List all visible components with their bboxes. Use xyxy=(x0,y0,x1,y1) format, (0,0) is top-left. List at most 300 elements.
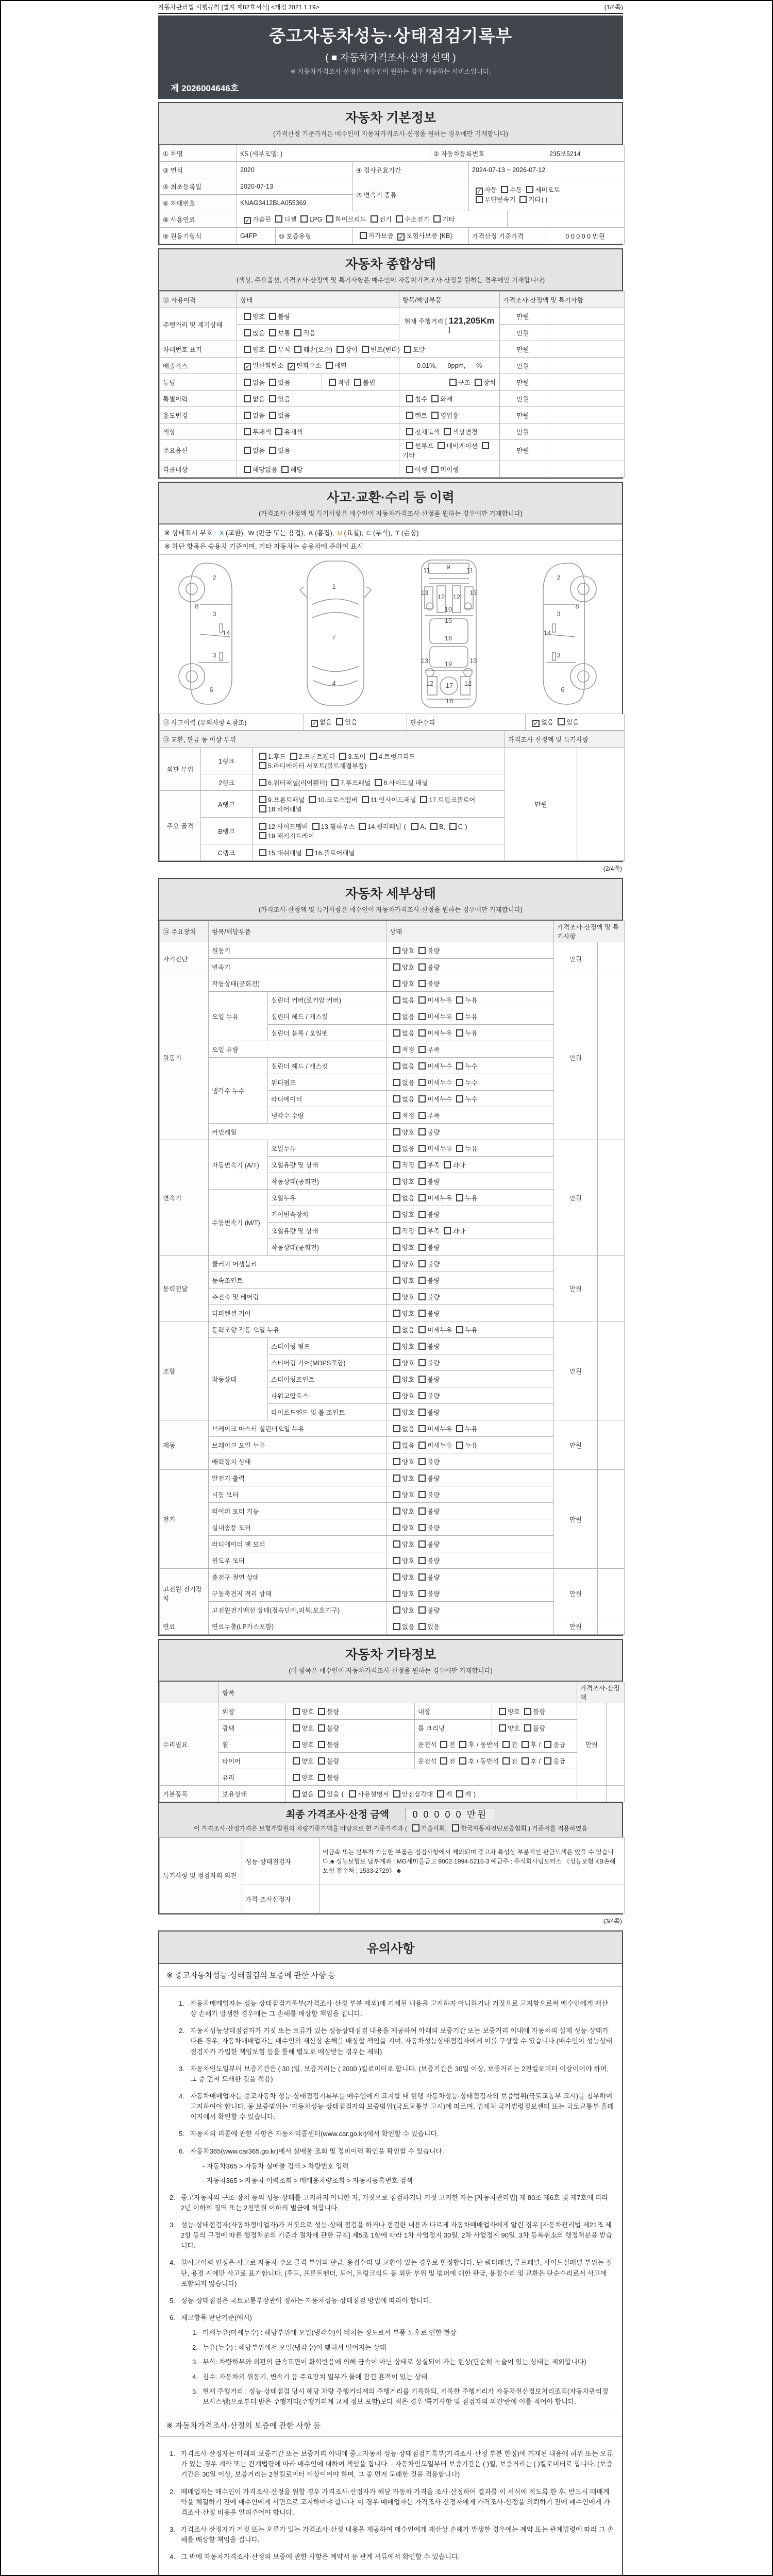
status-symbol: A xyxy=(308,529,313,537)
checkbox-label: 미세누유 xyxy=(427,996,452,1004)
notice-item-text: 자동차인도일부터 보증기간은 ( 30 )일, 보증거리는 ( 2000 )킬로미터로 합니다. (보증기간은 30일 이상, 보증거리는 2천킬로미터 이상이어야 하며, 그 중 먼저 도래한 것을 적용) xyxy=(190,2064,609,2083)
checkbox-label: 도말 xyxy=(412,346,425,353)
notice-item-number: 3. xyxy=(170,2221,175,2229)
table-cell: 비금속 또는 탈부착 가능한 부품은 점검사항에서 제외되며 중고차 특성상 부분적인 판금도색은 있을 수 있습니다.♣ 성능보험료 납부계좌 : MG새마을금고 9002-1994-5215-3 예금주 : 주식회사팀모터스 《성능보험 KB손해보험 접수처 : 1533-2729》 ♣ xyxy=(320,1838,625,1885)
checkbox-label: 유채색 xyxy=(284,428,303,436)
table-cell xyxy=(386,1437,554,1453)
table-cell: 가격조사·산정액 및 특기사항 xyxy=(500,292,625,308)
checkbox-label: 5.라디에이터 서포트(볼트체결부품) xyxy=(268,762,367,770)
table-cell xyxy=(253,748,505,774)
checkbox-label: 자가보증 xyxy=(368,232,394,240)
table-cell: 기어변속장치 xyxy=(268,1206,386,1223)
notice-item-number: 6. xyxy=(179,2147,184,2155)
checkbox-icon xyxy=(318,1774,325,1781)
checkbox-label: 없음 xyxy=(402,1623,415,1631)
checkbox-label: 구조 xyxy=(458,379,470,386)
diagram-part-number: 12 xyxy=(426,680,434,687)
table-cell xyxy=(237,374,322,391)
page-number: (2/4쪽) xyxy=(603,865,622,872)
table-cell xyxy=(386,1074,554,1091)
section-notice xyxy=(158,1930,623,2576)
checkbox-icon xyxy=(438,442,445,449)
checkbox-icon xyxy=(259,762,266,769)
checkbox-icon xyxy=(309,796,316,803)
table-cell: 상태 xyxy=(237,292,399,308)
text: ( ) xyxy=(541,196,548,204)
checkbox-icon xyxy=(420,796,427,803)
checkbox-label: 양호 xyxy=(402,1310,415,1317)
table-cell: 수리필요 xyxy=(160,1703,219,1786)
table-cell xyxy=(546,461,625,478)
diagram-part-number: 11 xyxy=(423,566,430,574)
checkbox-label: 자동 xyxy=(484,187,497,194)
checkbox-label: 8.사이드실 패널 xyxy=(383,779,428,787)
table-cell xyxy=(386,1404,554,1420)
checkbox-icon xyxy=(396,215,403,223)
other-info-table xyxy=(159,1682,622,1802)
checkbox-icon xyxy=(318,1741,325,1748)
text: 121,205Km xyxy=(448,315,495,326)
checkbox-label: 있음 xyxy=(278,447,291,454)
table-cell xyxy=(253,844,505,861)
checkbox-icon xyxy=(526,186,533,193)
table-cell: 작동상태(공회전) xyxy=(268,1173,386,1190)
checkbox-icon xyxy=(544,1757,551,1765)
checkbox-icon xyxy=(294,329,301,336)
table-cell: 특별이력 xyxy=(160,391,237,407)
panel-replacement-table xyxy=(159,731,622,861)
checkbox-icon xyxy=(393,1194,400,1201)
checkbox-icon xyxy=(244,447,251,454)
checkbox-label: 미이행 xyxy=(440,466,459,473)
checkbox-label: 없음 xyxy=(402,1013,415,1021)
checkbox-icon xyxy=(354,379,361,386)
checkbox-icon xyxy=(244,428,251,435)
checkbox-label: 양호 xyxy=(402,1359,415,1367)
checkbox-label: 잭 xyxy=(465,1790,472,1798)
checkbox-label: 없음 xyxy=(541,719,554,726)
table-cell: 실린더 블록 / 오일팬 xyxy=(268,1025,386,1041)
checkbox-icon xyxy=(418,1376,426,1383)
table-cell: 추진축 및 베어링 xyxy=(209,1289,386,1305)
checkbox-icon xyxy=(329,379,336,386)
checkbox-icon xyxy=(339,753,346,760)
checkbox-label: 없음 xyxy=(253,379,265,386)
status-symbol-desc: (요철), xyxy=(342,529,363,537)
checkbox-label: 장치 xyxy=(483,379,496,386)
checkbox-icon xyxy=(318,1724,325,1732)
table-cell: 원동기 xyxy=(209,942,386,959)
checkbox-icon xyxy=(393,1491,400,1498)
table-cell: 커먼레일 xyxy=(209,1124,386,1140)
notice-sub-text: 현재 주행거리 : 성능·상태점검 당시 해당 차량 주행거리계의 주행거리를 기록하되, 기록한 주행거리가 자동차전산정보처리조직(자동차관리정보시스템)으로부터 받은 주행거리(주행거리계 교체 정보 포함)보다 적은 경우 '특기사항 및 점검자의 의견'란에 이를 적어야 합니다. xyxy=(203,2387,609,2405)
checkbox-icon xyxy=(393,1293,400,1300)
detail-condition-table xyxy=(159,921,622,1635)
checkbox-label: 기타 xyxy=(528,196,541,204)
table-cell: 만원 xyxy=(554,1470,598,1569)
checkbox-icon xyxy=(499,1724,506,1732)
table-cell: 색상 xyxy=(160,423,237,440)
checkbox-label: 불량 xyxy=(327,1708,340,1716)
checkbox-label: 양호 xyxy=(301,1741,314,1749)
table-cell: ② 자동차등록번호 xyxy=(430,145,546,162)
checkbox-icon xyxy=(269,329,276,336)
checkbox-icon xyxy=(444,1161,451,1168)
checkbox-icon xyxy=(318,1757,325,1765)
checkbox-icon xyxy=(406,412,413,419)
checkbox-label: 화재 xyxy=(440,395,453,403)
table-cell: 실린더 커버(로커암 커버) xyxy=(268,992,386,1008)
checkbox-label: 양호 xyxy=(402,1392,415,1400)
table-cell xyxy=(386,1272,554,1289)
checkbox-icon xyxy=(418,1310,426,1317)
checkbox-icon xyxy=(418,1343,426,1350)
checkbox-icon xyxy=(418,1062,426,1070)
checkbox-label: 영업용 xyxy=(440,412,459,419)
table-cell: 스티어링 펌프 xyxy=(268,1338,386,1354)
table-cell xyxy=(386,1058,554,1074)
table-cell: 오일 유량 xyxy=(209,1041,386,1058)
checkbox-icon xyxy=(259,832,266,839)
checkbox-label: 누유 xyxy=(465,1326,478,1334)
notice-item-number: 5. xyxy=(170,2296,175,2304)
notice-item-number: 1. xyxy=(179,1999,184,2007)
checkbox-icon xyxy=(393,1062,400,1070)
checkbox-icon xyxy=(437,1790,444,1798)
checkbox-icon xyxy=(522,1757,529,1765)
table-cell xyxy=(253,791,505,818)
table-cell xyxy=(386,1470,554,1486)
checkbox-icon xyxy=(418,1524,426,1531)
table-cell xyxy=(607,1786,625,1802)
checkbox-label: 미세누수 xyxy=(427,1095,452,1103)
checkbox-label: 불량 xyxy=(427,1343,440,1350)
checkbox-label: 양호 xyxy=(253,346,265,353)
table-cell: 연료누출(LP가스포함) xyxy=(209,1618,386,1635)
text: 현재 주행거리 [ xyxy=(404,317,449,325)
checkbox-label: 전체도색 xyxy=(415,428,440,436)
checkbox-label: 수동 xyxy=(510,187,523,194)
inspection-record-document xyxy=(158,3,623,2576)
overall-condition-table xyxy=(159,291,622,478)
checkbox-icon xyxy=(456,1062,463,1070)
diagram-part-number: 13 xyxy=(421,589,429,597)
checkbox-icon xyxy=(244,379,251,386)
checkbox-icon xyxy=(293,1741,300,1748)
table-cell: 오일 누유 xyxy=(209,992,268,1041)
section-note: (가격조사·산정액 및 특기사항은 매수인이 자동차가격조사·산정을 원하는 경우에만 기재합니다) xyxy=(259,906,523,913)
checkbox-icon xyxy=(393,1524,400,1531)
status-symbol-desc: (부식), xyxy=(371,529,393,537)
checkbox-icon xyxy=(418,1161,426,1168)
table-cell xyxy=(237,440,399,461)
checkbox-label: 과다 xyxy=(452,1227,465,1235)
checkbox-icon xyxy=(281,466,289,473)
checkbox-label: 7.루프패널 xyxy=(340,779,371,787)
table-cell: 오일유량 및 상태 xyxy=(268,1157,386,1173)
checkbox-icon xyxy=(393,1507,400,1515)
checkbox-icon xyxy=(306,849,313,856)
checkbox-icon xyxy=(418,1046,426,1053)
table-cell: ⑩ 보증유형 xyxy=(276,228,353,244)
notice-item-text: 자동차365(www.car365.go.kr)에서 실매물 조회 및 정비이력 확인을 확인할 수 있습니다. xyxy=(190,2147,444,2155)
diagram-part-number: 6 xyxy=(209,686,213,693)
table-cell xyxy=(598,1140,625,1256)
table-cell: 만원 xyxy=(500,374,546,391)
checkbox-label: 변조(변타) xyxy=(371,346,400,353)
checkbox-label: 누유 xyxy=(465,1145,478,1153)
notice-item-text: 중고자동차의 구조·장치 등의 성능·상태를 고지하지 아니한 자, 거짓으로 점검하거나 거짓 고지한 자는 [자동차관리법] 제 80조 제6호 및 제7호에 따라 2년 이하의 징역 또는 2천만원 이하의 벌금에 처합니다. xyxy=(181,2193,609,2212)
table-cell: 만원 xyxy=(554,1321,598,1420)
notice-sub-item xyxy=(192,2176,614,2186)
checkbox-label: 기술사회, xyxy=(421,1825,447,1832)
status-symbol-desc: (교환), xyxy=(224,529,245,537)
checkbox-icon xyxy=(502,1741,510,1748)
checkbox-label: 가솔린 xyxy=(253,216,272,223)
table-cell: 주행거리 및 계기상태 xyxy=(160,308,237,341)
checkbox-icon xyxy=(406,442,413,449)
table-cell xyxy=(386,1256,554,1272)
table-cell: 배출가스 xyxy=(160,358,237,374)
diagram-part-number: 17 xyxy=(445,682,453,689)
checkbox-label: 적정 xyxy=(402,1227,415,1235)
checkbox-label: 양호 xyxy=(402,1128,415,1136)
checkbox-label: 양호 xyxy=(402,1590,415,1598)
table-cell xyxy=(386,1618,554,1635)
checkbox-icon xyxy=(370,753,377,760)
notice-item-text: 그 밖에 자동차가격조사·산정의 보증에 관한 사항은 계약서 등 관계 서류에서 확인할 수 있습니다. xyxy=(181,2553,460,2561)
table-cell: 구동축전지 격리 상태 xyxy=(209,1585,386,1602)
table-cell xyxy=(237,407,399,423)
checkbox-label: 양호 xyxy=(301,1757,314,1765)
notice-item-text: 자동차매매업자는 중고자동차 성능·상태점검기록부를 매수인에게 고지할 때 현행 자동차성능·상태점검자의 보증범위(국토교통부 고시)를 첨부하여 고지하여야 합니다. 동 보증범위는 '자동차성능·상태점검자의 보증범위'(국토교통부 고시)에 따르며, 법제처 국가법령정보센터 또는 국토교통부 홈페이지에서 확인할 수 있습니다. xyxy=(190,2092,614,2121)
notice-title: 유의사항 xyxy=(159,1931,622,1964)
checkbox-icon xyxy=(418,1178,426,1185)
table-cell: 만원 xyxy=(500,341,546,358)
table-cell xyxy=(386,1157,554,1173)
diagram-part-number: 1 xyxy=(332,583,336,590)
table-cell: 충전구 절연 상태 xyxy=(209,1569,386,1585)
checkbox-label: 불량 xyxy=(427,1606,440,1614)
checkbox-icon xyxy=(290,753,297,760)
table-cell: ⑨ 원동기형식 xyxy=(160,228,237,244)
checkbox-label: 양호 xyxy=(402,1293,415,1301)
checkbox-icon xyxy=(418,1079,426,1086)
checkbox-icon xyxy=(418,1326,426,1333)
notice-group-heading: ※ 자동차가격조사·산정의 보증에 관한 사항 등 xyxy=(159,2414,622,2437)
form-reference: 자동차관리법 시행규칙 [별지 제82호서식] <개정 2021.1.19> xyxy=(158,4,320,11)
table-cell xyxy=(386,1190,554,1206)
table-cell: 용도변경 xyxy=(160,407,237,423)
checkbox-label: 15.대쉬패널 xyxy=(268,849,302,857)
checkbox-icon xyxy=(275,428,282,435)
diagram-part-number: 18 xyxy=(445,697,453,705)
notice-sub-number: 3. xyxy=(192,2358,198,2366)
table-cell: ⑥ 차대번호 xyxy=(160,195,237,211)
table-cell: 스티어링 기어(MDPS포함) xyxy=(268,1354,386,1371)
table-cell: 타이어 xyxy=(219,1753,286,1769)
table-cell: ① 차명 xyxy=(160,145,237,162)
checkbox-icon xyxy=(259,849,266,856)
checkbox-icon xyxy=(418,1260,426,1267)
checkbox-icon xyxy=(269,395,276,402)
checkbox-icon xyxy=(418,996,426,1004)
table-cell xyxy=(598,1321,625,1420)
notice-item xyxy=(179,2064,614,2084)
text: 운전석 xyxy=(418,1757,437,1765)
checkbox-icon xyxy=(449,379,457,386)
table-cell: 2020-07-13 xyxy=(237,178,353,195)
checkbox-label: 1.후드 xyxy=(268,753,286,760)
checkbox-icon xyxy=(393,1409,400,1416)
checkbox-label: 없음 xyxy=(402,1062,415,1070)
status-symbol-desc: (흠집), xyxy=(313,529,334,537)
checkbox-icon xyxy=(418,1573,426,1581)
document-note: ※ 자동차가격조사·산정은 매수인이 원하는 경우 제공하는 서비스입니다. xyxy=(290,68,491,75)
table-cell: 변속기 xyxy=(160,1140,209,1256)
checkbox-label: 양호 xyxy=(402,1606,415,1614)
checkbox-label: 불량 xyxy=(427,1178,440,1185)
diagram-part-number: 12 xyxy=(452,593,461,601)
section-header xyxy=(159,1640,622,1682)
table-cell: 스티어링조인트 xyxy=(268,1371,386,1387)
checkbox-label: 네비게이션 xyxy=(446,443,478,450)
table-cell xyxy=(286,1769,577,1786)
checkbox-icon xyxy=(433,215,441,223)
status-symbol-desc: (손상) xyxy=(399,529,419,537)
checkbox-icon xyxy=(360,232,367,239)
checkbox-icon xyxy=(293,1724,300,1732)
table-cell xyxy=(237,358,399,374)
checkbox-label: 양호 xyxy=(402,1507,415,1515)
notice-item xyxy=(170,2487,614,2518)
checkbox-label: 이행 xyxy=(415,466,428,473)
table-cell xyxy=(598,1618,625,1635)
table-cell: 전기 xyxy=(160,1470,209,1569)
table-cell xyxy=(386,1025,554,1041)
checkbox-label: 보통 xyxy=(278,329,291,337)
notice-sub-text: 침수: 자동차의 원동기, 변속기 등 주요장치 일부가 물에 잠긴 흔적이 있는 상태 xyxy=(203,2372,428,2381)
notice-item-text: 성능·상태점검은 국토교통부장관이 정하는 자동차성능·상태점검 방법에 따라야 합니다. xyxy=(181,2296,432,2304)
table-cell xyxy=(607,1703,625,1786)
table-cell xyxy=(160,1682,219,1703)
checkbox-icon xyxy=(404,346,411,353)
notice-sub-number: 1. xyxy=(192,2329,198,2337)
document-subtitle: ( ■ 자동차가격조사·산정 선택 ) xyxy=(325,53,456,63)
table-cell xyxy=(546,440,625,461)
table-cell xyxy=(508,211,625,228)
table-cell xyxy=(286,1720,415,1736)
checkbox-icon xyxy=(293,1790,300,1798)
checkbox-label: 하이브리드 xyxy=(335,216,366,223)
table-cell: 만원 xyxy=(500,358,546,374)
document-title: 중고자동차성능·상태점검기록부 xyxy=(268,26,513,45)
notice-item-text: 가격조사·산정자가 거짓 또는 오류가 있는 가격조사·산정 내용을 제공하여 매수인에게 재산상 손해가 발생한 경우에는 계약 또는 관계법령에 따라 그 손해를 배상할 책임을 집니다. xyxy=(181,2525,614,2544)
checkbox-label: 양호 xyxy=(402,1458,415,1466)
notice-sub-item xyxy=(192,2343,614,2353)
checkbox-label: 양호 xyxy=(402,1277,415,1284)
checkbox-icon xyxy=(393,1227,400,1234)
table-cell: ⑪ 사용이력 xyxy=(160,292,237,308)
table-cell xyxy=(386,1453,554,1470)
checkbox-label: 안전삼각대 xyxy=(401,1790,433,1798)
table-cell xyxy=(386,1503,554,1519)
note-text: ) 기준서를 적용하였음 xyxy=(528,1825,588,1832)
checkbox-icon xyxy=(418,1244,426,1251)
car-side-right-view xyxy=(543,563,596,704)
table-cell: 항목/해당부품 xyxy=(399,292,500,308)
checkbox-label: 없음 xyxy=(402,1194,415,1202)
checkbox-label: 불량 xyxy=(427,980,440,988)
table-cell: C랭크 xyxy=(201,844,253,861)
notice-sub-text: 부식: 차량하부와 외판의 금속표면이 화학반응에 의해 금속이 아닌 상태로 상실되어 가는 현상(단순히 녹슬어 있는 상태는 제외합니다) xyxy=(203,2358,586,2366)
checkbox-label: 불량 xyxy=(533,1708,546,1716)
checkbox-label: 양호 xyxy=(402,1260,415,1268)
checkbox-icon xyxy=(294,346,301,353)
table-cell: 성능·상태점검자 xyxy=(242,1838,320,1885)
checkbox-label: 불량 xyxy=(278,313,291,320)
checkbox-label: 누유 xyxy=(465,1194,478,1202)
table-cell xyxy=(526,714,625,731)
table-cell: 실린더 헤드 / 개스킷 xyxy=(268,1058,386,1074)
checkbox-label: 불량 xyxy=(533,1724,546,1732)
checkbox-label: 누수 xyxy=(465,1079,478,1087)
checkbox-label: 매연 xyxy=(334,362,347,369)
table-cell: 디퍼렌셜 기어 xyxy=(209,1305,386,1321)
checkbox-label: 양호 xyxy=(402,963,415,971)
checkbox-icon xyxy=(456,1095,463,1103)
checkbox-icon xyxy=(522,1741,529,1748)
accident-history-table xyxy=(159,714,622,731)
checkbox-label: 많음 xyxy=(253,329,265,337)
checkbox-label: 불량 xyxy=(427,1277,440,1284)
checkbox-icon xyxy=(393,1079,400,1086)
table-cell: 235보5214 xyxy=(546,145,625,162)
checkbox-icon xyxy=(418,1392,426,1399)
checkbox-icon xyxy=(393,1244,400,1251)
checkbox-icon xyxy=(393,1376,400,1383)
checkbox-icon xyxy=(393,1095,400,1103)
text: ) xyxy=(463,823,467,831)
table-cell: 조향 xyxy=(160,1321,209,1420)
table-cell: 오일누유 xyxy=(268,1140,386,1157)
checkbox-icon xyxy=(269,379,276,386)
table-cell: G4FP xyxy=(237,228,276,244)
table-cell: KNAG3412BLA055369 xyxy=(237,195,353,211)
checkbox-label: 미세누유 xyxy=(427,1145,452,1153)
checkbox-icon xyxy=(259,753,266,760)
table-cell: 항목/해당부품 xyxy=(209,921,386,942)
checkbox-label: 불량 xyxy=(427,1573,440,1581)
table-cell: ⑬ 교환, 판금 등 이상 부위 xyxy=(160,731,505,748)
checkbox-icon xyxy=(418,1128,426,1136)
page-number: (1/4쪽) xyxy=(604,4,623,11)
checkbox-icon xyxy=(393,1178,400,1185)
checkbox-icon xyxy=(259,779,266,786)
notice-group-heading: ※ 중고자동차성능·상태점검의 보증에 관한 사항 등 xyxy=(159,1964,622,1987)
checkbox-label: 17.트렁크플로어 xyxy=(429,796,476,804)
notice-item xyxy=(179,2129,614,2139)
status-symbol: U xyxy=(337,529,342,537)
car-top-view xyxy=(300,561,371,705)
table-cell: 가격조사·산정액 xyxy=(577,1682,625,1703)
checkbox-label: 색상변경 xyxy=(452,428,478,436)
table-cell xyxy=(577,748,625,861)
table-cell: 광택 xyxy=(219,1720,286,1736)
checkbox-label: 양호 xyxy=(402,1376,415,1383)
checkbox-label: 불량 xyxy=(427,1491,440,1499)
checkbox-label: 양호 xyxy=(402,1211,415,1218)
